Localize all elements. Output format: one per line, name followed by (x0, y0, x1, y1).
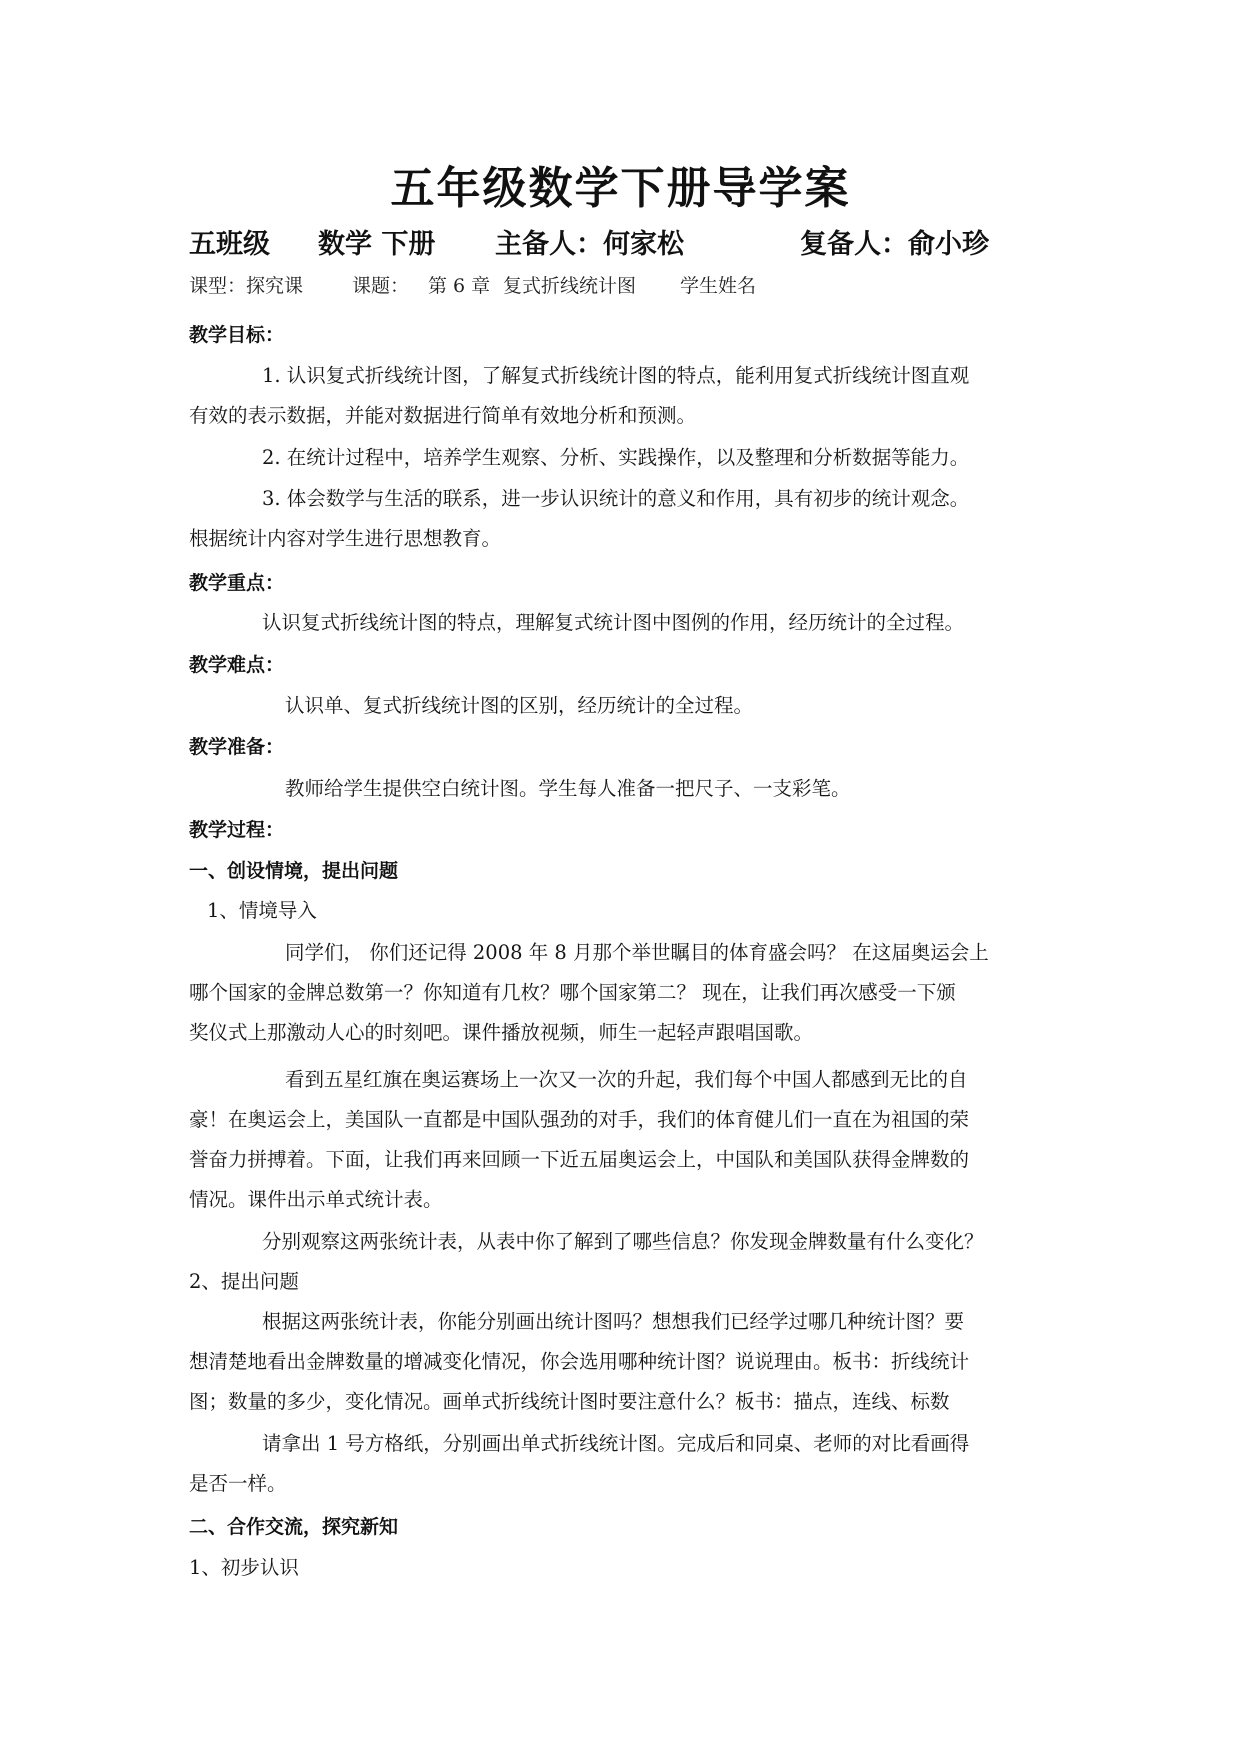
lesson-type: 课型：探究课 (189, 275, 304, 297)
objective-1-line-1: 1. 认识复式折线统计图，了解复式折线统计图的特点，能利用复式折线统计图直观 (262, 364, 970, 387)
grade-label: 五班级 (189, 229, 270, 260)
objective-1-line-2: 有效的表示数据，并能对数据进行简单有效地分析和预测。 (189, 404, 697, 427)
part-1-subheading-2: 2、提出问题 (189, 1270, 299, 1293)
document-title: 五年级数学下册导学案 (390, 163, 851, 214)
paragraph-5-line-2: 是否一样。 (189, 1472, 287, 1495)
part-2-subheading-1: 1、初步认识 (189, 1556, 299, 1579)
objectives-heading: 教学目标： (189, 324, 285, 346)
part-2-heading: 二、合作交流，探究新知 (189, 1516, 399, 1538)
paragraph-4-line-3: 图；数量的多少，变化情况。画单式折线统计图时要注意什么？板书：描点，连线、标数 (189, 1390, 950, 1413)
paragraph-3-line-1: 分别观察这两张统计表，从表中你了解到了哪些信息？你发现金牌数量有什么变化？ (262, 1230, 984, 1253)
student-name-label: 学生姓名 (680, 275, 757, 297)
process-heading: 教学过程： (189, 819, 285, 841)
part-1-heading: 一、创设情境，提出问题 (189, 860, 399, 882)
subject-label: 数学 下册 (318, 229, 436, 260)
paragraph-4-line-1: 根据这两张统计表，你能分别画出统计图吗？想想我们已经学过哪几种统计图？要 (262, 1310, 965, 1333)
preparation-heading: 教学准备： (189, 736, 285, 758)
difficulties-text: 认识单、复式折线统计图的区别，经历统计的全过程。 (285, 694, 754, 717)
paragraph-4-line-2: 想清楚地看出金牌数量的增减变化情况，你会选用哪种统计图？说说理由。板书：折线统计 (189, 1350, 970, 1373)
objective-3-line-2: 根据统计内容对学生进行思想教育。 (189, 527, 502, 550)
paragraph-5-line-1: 请拿出 1 号方格纸，分别画出单式折线统计图。完成后和同桌、老师的对比看画得 (262, 1432, 970, 1455)
paragraph-2-line-2: 豪！在奥运会上，美国队一直都是中国队强劲的对手，我们的体育健儿们一直在为祖国的荣 (189, 1108, 970, 1131)
part-1-subheading-1: 1、情境导入 (207, 899, 317, 922)
chapter-label: 第 6 章 (428, 275, 491, 297)
topic-title: 复式折线统计图 (503, 275, 637, 297)
paragraph-1-line-3: 奖仪式上那激动人心的时刻吧。课件播放视频，师生一起轻声跟唱国歌。 (189, 1021, 814, 1044)
topic-label: 课题： (352, 275, 410, 297)
preparer-label: 主备人：何家松 (495, 229, 684, 260)
objective-3-line-1: 3. 体会数学与生活的联系，进一步认识统计的意义和作用，具有初步的统计观念。 (262, 487, 970, 510)
paragraph-1-line-1: 同学们， 你们还记得 2008 年 8 月那个举世瞩目的体育盛会吗？ 在这届奥运会上 (285, 941, 989, 964)
objective-2: 2. 在统计过程中，培养学生观察、分析、实践操作，以及整理和分析数据等能力。 (262, 446, 970, 469)
reviewer-label: 复备人：俞小珍 (800, 229, 989, 260)
paragraph-2-line-3: 誉奋力拼搏着。下面，让我们再来回顾一下近五届奥运会上，中国队和美国队获得金牌数的 (189, 1148, 970, 1171)
difficulties-heading: 教学难点： (189, 654, 285, 676)
paragraph-1-line-2: 哪个国家的金牌总数第一？你知道有几枚？哪个国家第二？ 现在，让我们再次感受一下颁 (189, 981, 956, 1004)
paragraph-2-line-4: 情况。课件出示单式统计表。 (189, 1188, 443, 1211)
key-points-text: 认识复式折线统计图的特点，理解复式统计图中图例的作用，经历统计的全过程。 (262, 611, 965, 634)
key-points-heading: 教学重点： (189, 572, 285, 594)
paragraph-2-line-1: 看到五星红旗在奥运赛场上一次又一次的升起，我们每个中国人都感到无比的自 (285, 1068, 968, 1091)
preparation-text: 教师给学生提供空白统计图。学生每人准备一把尺子、一支彩笔。 (285, 777, 851, 800)
